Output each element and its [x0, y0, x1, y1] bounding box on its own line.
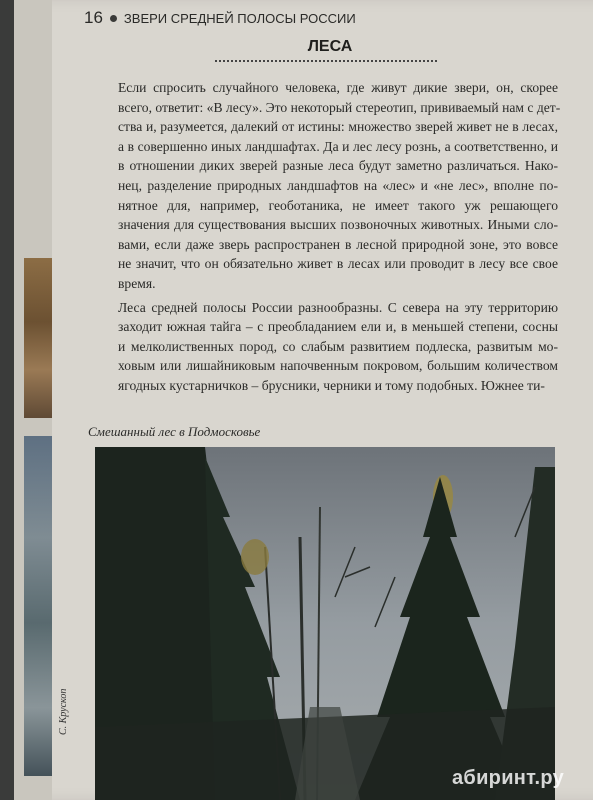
paragraph-2 [88, 298, 558, 396]
text-line: в отношении диких зверей разные леса будут заметно различаться. Нако- [118, 158, 558, 174]
photo-credit: С. Крускоп [58, 688, 69, 735]
text-line: ховым или лишайниковым напочвенным покровом, большим количеством [118, 358, 558, 374]
text-line: Леса средней полосы России разнообразны. С севера на эту территорию [118, 299, 558, 315]
text-line: нятное для, например, геоботаника, не имеет такого уж решающего [118, 197, 558, 213]
body-text [88, 78, 561, 396]
text-line: нец, разделение природных ландшафтов на «лес» и «не лес», вполне по- [118, 177, 558, 193]
section-title: ЛЕСА [307, 38, 353, 55]
text-line: не значит, что он обязательно живет в лесах или проводит в лесу все свое [118, 256, 558, 272]
text-line: ства и, разумеется, далекий от истины: множество зверей живет не в лесах, [118, 119, 558, 135]
text-line: вами, если даже зверь распространен в лесной природной зоне, это вовсе [118, 236, 558, 252]
forest-photo-illustration [95, 447, 555, 800]
text-line: всего, ответит: «В лесу». Это некоторый стереотип, прививаемый нам с дет- [118, 99, 561, 115]
text-line: время. [118, 275, 156, 291]
text-line: а в совершенно иных ландшафтах. Да и лес лесу рознь, а соответственно, и [118, 138, 558, 154]
page-number: 16 [84, 8, 103, 27]
paragraph-1 [88, 78, 561, 294]
text-line: заходит южная тайга – с преобладанием ели и, в меньшей степени, сосны [118, 319, 558, 335]
watermark: абиринт.ру [452, 767, 565, 789]
figure-caption: Смешанный лес в Подмосковье [88, 424, 261, 439]
previous-page-strip [14, 0, 52, 800]
title-dotted-rule [215, 60, 437, 62]
bullet-icon [110, 15, 117, 22]
running-title: ЗВЕРИ СРЕДНЕЙ ПОЛОСЫ РОССИИ [123, 10, 356, 26]
previous-page-image-fragment [24, 258, 52, 418]
previous-page-image-fragment [24, 436, 52, 776]
text-line: Если спросить случайного человека, где живут дикие звери, он, скорее [118, 80, 558, 95]
text-line: значения для существования высших позвоночных животных. Иными сло- [118, 217, 558, 233]
text-line: ягодных кустарничков – брусники, черники и тому подобных. Южнее ти- [118, 377, 545, 393]
forest-photo [95, 447, 555, 800]
text-line: и мелколиственных пород, со слабым развитием подлеска, развитым мо- [118, 338, 558, 354]
running-header [84, 8, 484, 28]
